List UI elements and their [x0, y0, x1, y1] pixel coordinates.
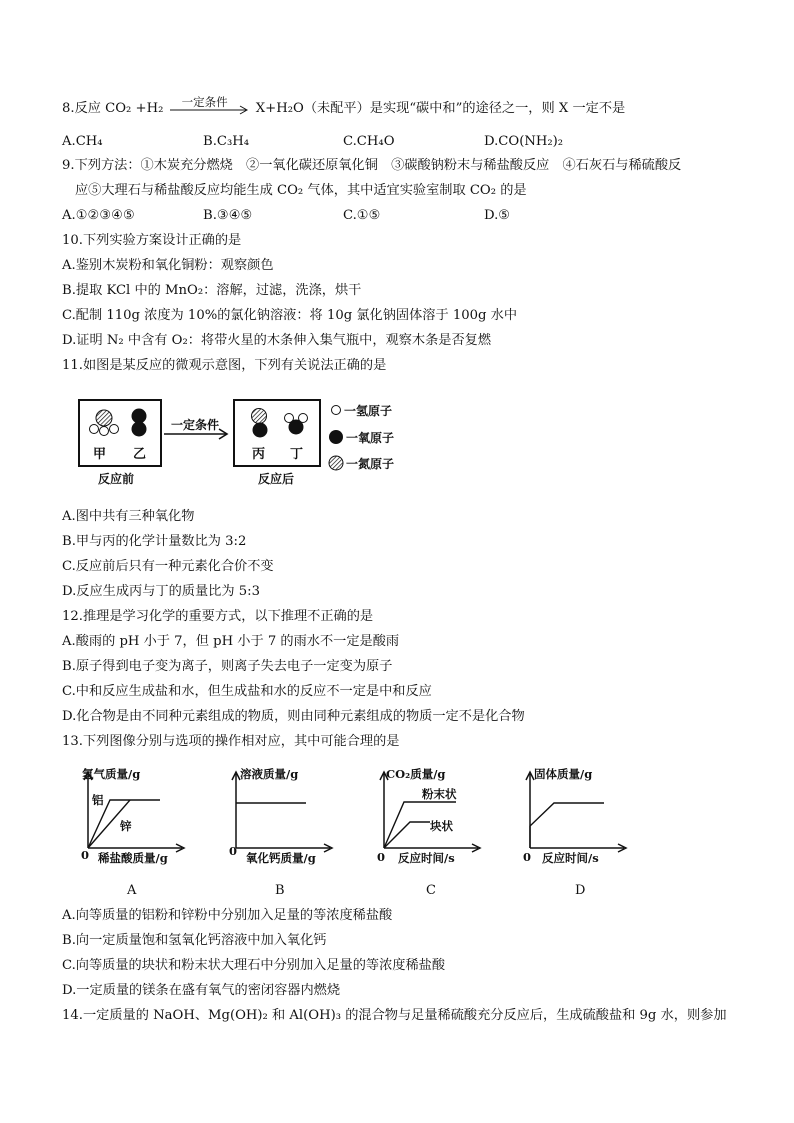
q11-option-c: C.反应前后只有一种元素化合价不变 — [62, 559, 274, 574]
q10-option-c: C.配制 110g 浓度为 10%的氯化钠溶液：将 10g 氯化钠固体溶于 100g 水中 — [62, 308, 518, 323]
q11-reaction-diagram — [78, 396, 418, 488]
q8-option-d: D.CO(NH₂)₂ — [484, 134, 564, 149]
graph-a-origin: 0 — [81, 848, 90, 862]
q9-option-c: C.①⑤ — [343, 208, 381, 223]
label-arrow-condition: 一定条件 — [171, 418, 220, 432]
graph-a-xlabel: 稀盐酸质量/g — [98, 851, 168, 865]
graph-d-origin: 0 — [523, 850, 532, 864]
oxygen-atom — [132, 422, 147, 437]
oxygen-atom — [289, 420, 304, 435]
graph-a-curve-label-zn: 锌 — [120, 819, 132, 833]
graph-d-caption: D — [575, 883, 586, 898]
q11-option-a: A.图中共有三种氧化物 — [62, 509, 195, 524]
nitrogen-atom — [96, 410, 112, 426]
q8-prefix: 8.反应 CO₂ +H₂ — [62, 101, 164, 116]
graph-c-xlabel: 反应时间/s — [398, 851, 455, 865]
q13-graph-a — [78, 766, 188, 866]
graph-b-caption: B — [275, 883, 285, 898]
graph-b-origin: 0 — [229, 844, 238, 858]
graph-c-curve-label-lump: 块状 — [430, 819, 453, 833]
nitrogen-legend-icon — [329, 456, 343, 470]
graph-c-curve-label-powder: 粉末状 — [422, 787, 457, 801]
hydrogen-atom — [110, 425, 119, 434]
q10-option-d: D.证明 N₂ 中含有 O₂：将带火星的木条伸入集气瓶中，观察木条是否复燃 — [62, 333, 492, 348]
q11-option-b: B.甲与丙的化学计量数比为 3:2 — [62, 534, 247, 549]
q12-stem: 12.推理是学习化学的重要方式，以下推理不正确的是 — [62, 609, 374, 624]
q8-option-b: B.C₃H₄ — [203, 134, 250, 149]
q8-option-c: C.CH₄O — [343, 134, 395, 149]
label-ding: 丁 — [290, 447, 304, 462]
legend-hydrogen: 一氢原子 — [344, 404, 393, 418]
lump-curve — [384, 822, 430, 848]
q8-stem — [62, 95, 626, 118]
graph-d-xlabel: 反应时间/s — [542, 851, 599, 865]
q13-option-a: A.向等质量的铝粉和锌粉中分别加入足量的等浓度稀盐酸 — [62, 908, 393, 923]
graph-c-ylabel: CO₂质量/g — [386, 767, 446, 781]
q13-stem: 13.下列图像分别与选项的操作相对应，其中可能合理的是 — [62, 734, 400, 749]
arrow-icon — [168, 100, 252, 118]
q13-graph-d — [520, 766, 630, 866]
q13-option-d: D.一定质量的镁条在盛有氧气的密闭容器内燃烧 — [62, 983, 341, 998]
q9-stem-line2: 应⑤大理石与稀盐酸反应均能生成 CO₂ 气体，其中适宜实验室制取 CO₂ 的是 — [75, 183, 527, 198]
oxygen-atom — [253, 423, 268, 438]
oxygen-legend-icon — [329, 430, 343, 444]
q8-arrow-label: 一定条件 — [181, 95, 228, 109]
q13-graph-b — [226, 766, 336, 866]
label-yi: 乙 — [133, 447, 147, 462]
graph-d-ylabel: 固体质量/g — [534, 767, 593, 781]
graph-c-origin: 0 — [377, 850, 386, 864]
q9-stem-line1: 9.下列方法：①木炭充分燃烧 ②一氧化碳还原氧化铜 ③碳酸钠粉末与稀盐酸反应 ④石灰石与稀硫酸反 — [62, 158, 682, 173]
q9-option-d: D.⑤ — [484, 208, 511, 223]
solid-mass-curve — [530, 803, 604, 848]
q10-option-b: B.提取 KCl 中的 MnO₂：溶解，过滤，洗涤，烘干 — [62, 283, 362, 298]
label-after: 反应后 — [258, 472, 295, 486]
q13-option-c: C.向等质量的块状和粉末状大理石中分别加入足量的等浓度稀盐酸 — [62, 958, 446, 973]
graph-a-caption: A — [127, 883, 137, 898]
label-jia: 甲 — [93, 447, 107, 462]
q12-option-a: A.酸雨的 pH 小于 7，但 pH 小于 7 的雨水不一定是酸雨 — [62, 634, 400, 649]
q12-option-b: B.原子得到电子变为离子，则离子失去电子一定变为原子 — [62, 659, 393, 674]
graph-b-ylabel: 溶液质量/g — [240, 767, 299, 781]
q13-graph-c — [374, 766, 484, 866]
legend-oxygen: 一氧原子 — [346, 431, 395, 445]
q10-stem: 10.下列实验方案设计正确的是 — [62, 233, 242, 248]
hydrogen-legend-icon — [332, 406, 341, 415]
q9-option-b: B.③④⑤ — [203, 208, 253, 223]
graph-a-curve-label-al: 铝 — [92, 793, 104, 807]
q9-option-a: A.①②③④⑤ — [62, 208, 135, 223]
q8-arrow — [168, 95, 252, 118]
q11-stem: 11.如图是某反应的微观示意图，下列有关说法正确的是 — [62, 358, 387, 373]
graph-a-ylabel: 氢气质量/g — [82, 767, 141, 781]
q8-suffix: X+H₂O（未配平）是实现“碳中和”的途径之一，则 X 一定不是 — [255, 101, 626, 116]
q10-option-a: A.鉴别木炭粉和氧化铜粉：观察颜色 — [62, 258, 274, 273]
q8-option-a: A.CH₄ — [62, 134, 103, 149]
hydrogen-atom — [90, 425, 99, 434]
legend-nitrogen: 一氮原子 — [346, 457, 395, 471]
q14-stem-line1: 14.一定质量的 NaOH、Mg(OH)₂ 和 Al(OH)₃ 的混合物与足量稀硫酸充分反应后，生成硫酸盐和 9g 水，则参加 — [62, 1008, 727, 1023]
hydrogen-atom — [100, 427, 109, 436]
q13-option-b: B.向一定质量饱和氢氧化钙溶液中加入氧化钙 — [62, 933, 327, 948]
label-before: 反应前 — [98, 472, 135, 486]
oxygen-atom — [132, 409, 147, 424]
nitrogen-atom — [252, 409, 267, 424]
q12-option-c: C.中和反应生成盐和水，但生成盐和水的反应不一定是中和反应 — [62, 684, 432, 699]
label-bing: 丙 — [252, 447, 266, 462]
q12-option-d: D.化合物是由不同种元素组成的物质，则由同种元素组成的物质一定不是化合物 — [62, 709, 525, 724]
q11-option-d: D.反应生成丙与丁的质量比为 5:3 — [62, 584, 260, 599]
graph-c-caption: C — [426, 883, 436, 898]
graph-b-xlabel: 氧化钙质量/g — [246, 851, 316, 865]
